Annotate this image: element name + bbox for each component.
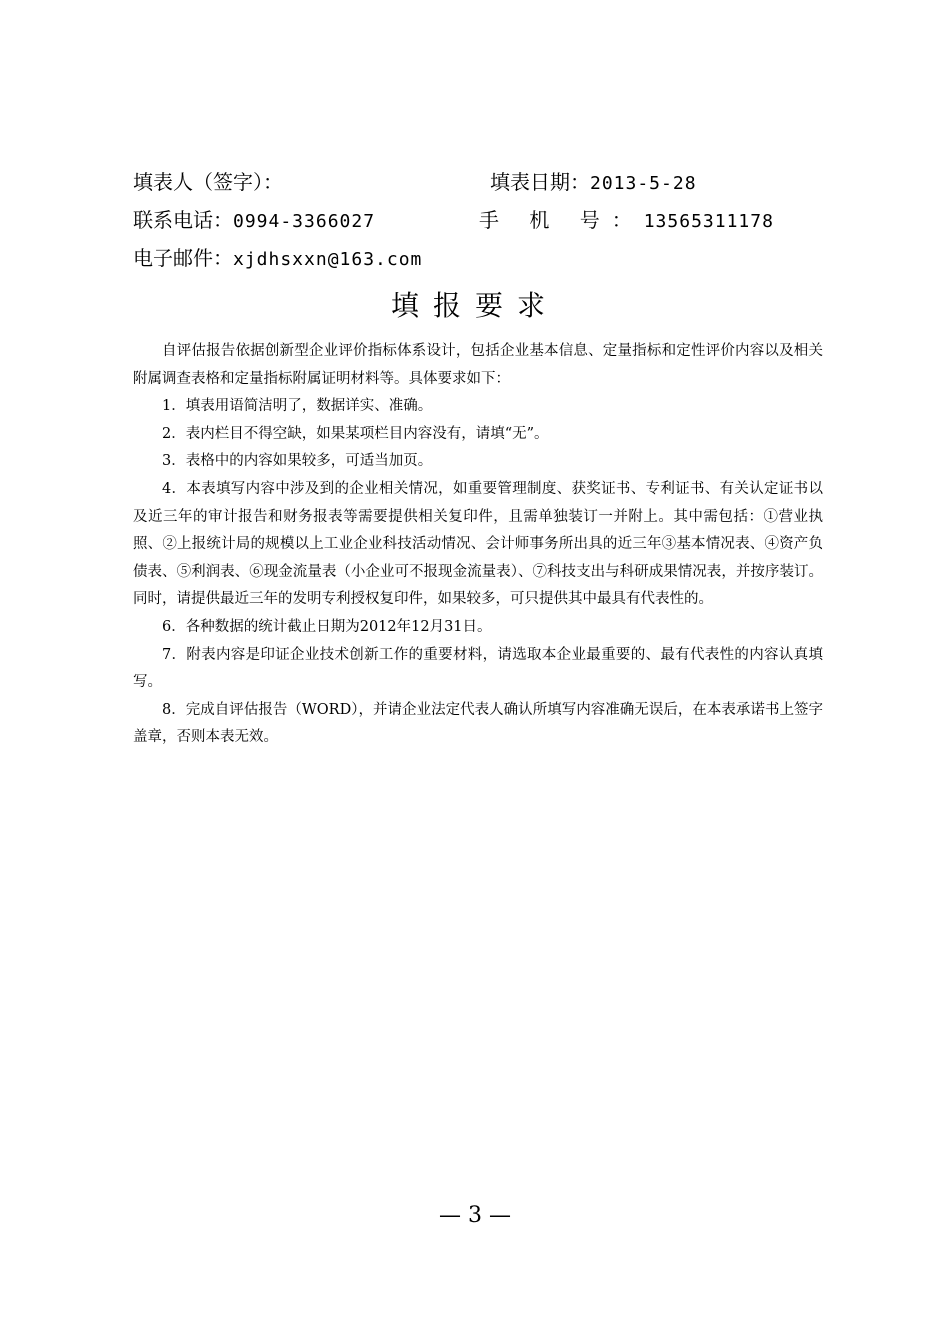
requirements-body [133,338,823,752]
phone-label: 联系电话： [133,208,233,232]
phone-value: 0994-3366027 [233,211,376,232]
email-label: 电子邮件： [133,246,233,270]
requirement-item: 2．表内栏目不得空缺，如果某项栏目内容没有，请填“无”。 [162,425,549,442]
requirement-item: 8．完成自评估报告（WORD），并请企业法定代表人确认所填写内容准确无误后，在本表承诺书上签字盖章，否则本表无效。 [133,701,823,746]
email-line [133,242,422,274]
mobile-label: 手 机 号： [479,208,644,232]
email-value: xjdhsxxn@163.com [233,249,423,270]
page-number: — 3 — [439,1203,511,1228]
date-value: 2013-5-28 [590,173,697,194]
filler-label: 填表人（签字）： [133,170,283,194]
requirement-item: 3．表格中的内容如果较多，可适当加页。 [162,453,433,470]
contact-phone-line [133,204,375,236]
section-title: 填报要求 [390,289,559,322]
intro-paragraph: 自评估报告依据创新型企业评价指标体系设计，包括企业基本信息、定量指标和定性评价内容以及相关附属调查表格和定量指标附属证明材料等。具体要求如下： [133,343,823,387]
mobile-line [479,204,774,236]
requirement-item: 1．填表用语简洁明了，数据详实、准确。 [162,398,433,415]
fill-date-line [490,166,697,198]
requirement-item: 7．附表内容是印证企业技术创新工作的重要材料，请选取本企业最重要的、最有代表性的内容认真填写。 [133,646,823,691]
requirement-item: 6．各种数据的统计截止日期为2012年12月31日。 [162,618,492,635]
date-label: 填表日期： [490,170,590,194]
mobile-value: 13565311178 [643,211,774,232]
filler-signature-line [133,166,283,198]
requirement-item: 4．本表填写内容中涉及到的企业相关情况，如重要管理制度、获奖证书、专利证书、有关认定证书以及近三年的审计报告和财务报表等需要提供相关复印件，且需单独装订一并附上。其中需包括：①营业执照、②上报统计局的规模以上工业企业科技活动情况、会计师事务所出具的近三年③基本情况表、④资产负债表、⑤利润表、⑥现金流量表（小企业可不报现金流量表）、⑦科技支出与科研成果情况表，并按序装订。同时，请提供最近三年的发明专利授权复印件，如果较多，可只提供其中最具有代表性的。 [133,480,823,608]
